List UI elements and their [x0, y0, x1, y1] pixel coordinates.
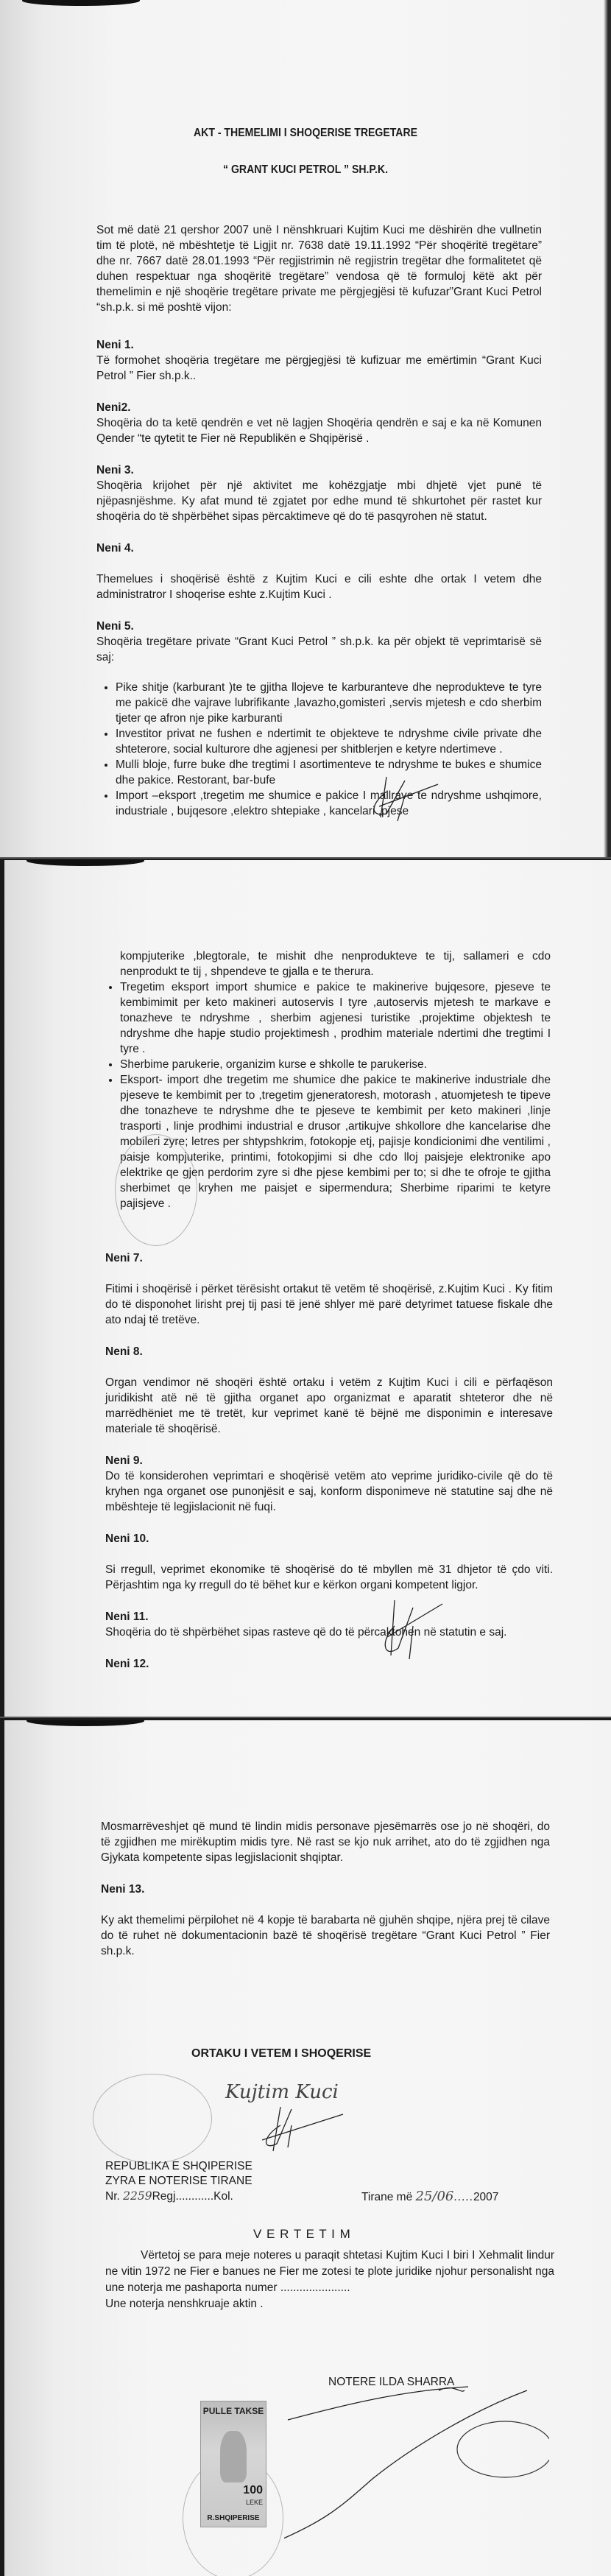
- page-2: [4, 860, 611, 1717]
- notary-body: [105, 2248, 554, 2312]
- tax-stamp-value: 100: [243, 2484, 263, 2496]
- article-heading: Neni 1.: [96, 339, 134, 351]
- tax-stamp-country: R.SHQIPERISE: [207, 2514, 260, 2522]
- page-separator: [0, 857, 611, 859]
- disputes-paragraph: Mosmarrëveshjet që mund të lindin midis personave pjesëmarrës ose jo në shoqëri, do të zgjidhen me mirëkuptim midis tyre. Në rast se kjo nuk arrihet, ato do të zgjidhen nga Gjykata kompetente sipas legjislacionit shqiptar.: [101, 1820, 550, 1864]
- notary-register: [105, 2189, 252, 2204]
- activity-item: • Import –eksport ,tregetim me shumice e pakice I mallrave te ndryshme ushqimore, industriale , bujqesore ,elektro shtepiake , kancelari ,pjese: [116, 788, 542, 819]
- activity-item: • Sherbime parukerie, organizim kurse e shkolle te parukerise.: [120, 1057, 551, 1072]
- notary-line-1: REPUBLIKA E SHQIPERISE: [105, 2160, 252, 2172]
- article-heading: Neni 5.: [96, 620, 134, 633]
- article-text: Shoqëria do ta ketë qendrën e vet në lagjen Shoqëria qendrën e saj e ka në Komunen Qender “te qytetit te Fier në Republikën e Shqipërisë .: [96, 417, 542, 445]
- article-heading: Neni 7.: [105, 1252, 143, 1264]
- handwritten-date: 25/06: [415, 2189, 454, 2204]
- activities-list: [96, 680, 542, 819]
- notary-signature-icon: [284, 2383, 549, 2545]
- initials-signature-icon: [364, 773, 445, 825]
- article-heading: Neni 8.: [105, 1345, 143, 1358]
- page-1: [0, 0, 611, 857]
- article-heading: Neni 10.: [105, 1532, 149, 1545]
- vertetim-heading: V E R T E T I M: [253, 2227, 351, 2241]
- paper-curl-shadow: [27, 1720, 144, 1726]
- notary-text: Vërtetoj se para meje noteres u paraqit shtetasi Kujtim Kuci I biri I Xehmalit lindur ne vitin 1972 ne Fier e banues ne Fier me zotesi te plote juridike njohur personalisht nga une noterja me pashaporta numer ......................: [105, 2249, 554, 2294]
- notary-signer: NOTERE ILDA SHARRA: [328, 2376, 455, 2388]
- article-heading: Neni 12.: [105, 1658, 149, 1670]
- article-8: [105, 1344, 553, 1437]
- article-12: [105, 1656, 553, 1672]
- tax-stamp: [200, 2401, 266, 2527]
- document-title: AKT - THEMELIMI I SHOQERISE TREGETARE: [193, 127, 418, 139]
- initials-signature-icon: [380, 1597, 446, 1663]
- page-2-articles: [105, 1250, 553, 1688]
- article-heading: Neni 3.: [96, 464, 134, 476]
- article-4: [96, 541, 542, 602]
- tax-stamp-currency: LEKE: [245, 2499, 263, 2506]
- paper-curl-shadow: [22, 0, 140, 6]
- handwritten-signature: Kujtim Kuci: [225, 2081, 339, 2103]
- article-5: [96, 619, 542, 665]
- article-heading: Neni 9.: [105, 1454, 143, 1467]
- activity-item: • Pike shitje (karburant )te te gjitha llojeve te karburanteve dhe neprodukteve te tyre me pakicë dhe vajrave lubrifikante ,lavazho,gomisteri ,servis mjetesh e cdo sherbim tjeter qe afron nje pike karburanti: [116, 680, 542, 726]
- page-separator: [0, 1717, 611, 1718]
- activity-continued: kompjuterike ,blegtorale, te mishit dhe nenprodukteve te tij, sallameri e cdo nenprodukt te tij , shpendeve te gjalla e te therura.: [120, 950, 551, 978]
- article-text: Themelues i shoqërisë është z Kujtim Kuci e cili eshte dhe ortak I vetem dhe administratror I shoqerise eshte z.Kujtim Kuci .: [96, 573, 542, 601]
- paper-curl-shadow: [27, 860, 144, 866]
- article-heading: Neni 11.: [105, 1611, 149, 1623]
- article-7: [105, 1250, 553, 1328]
- article-1: [96, 337, 542, 384]
- article-text: Do të konsiderohen veprimtari e shoqërisë vetëm ato veprime juridiko-civile që do të kryhen nga organet ose punonjësit e saj, konform disponimeve në statutine saj dhe në mbështeje të legjislacionit në fuqi.: [105, 1470, 553, 1513]
- article-10: [105, 1531, 553, 1593]
- year: 2007: [473, 2191, 499, 2203]
- nr-label: Nr.: [105, 2190, 120, 2203]
- activity-item: • Tregetim eksport import shumice e pakice te makinerive bujqesore, pjeseve te kembimimit per keto makineri autoservis I tyre ,autoservis mjetesh te markave e tonazheve te ndryshme , sherbim agjenesi turistike ,projektime objektesh te ndryshme dhe hapje studio projektimesh , prodhim materiale ndertimi dhe tregtimi I tyre .: [120, 979, 551, 1057]
- initials-signature-icon: [258, 2103, 347, 2155]
- article-text: Shoqëria do të shpërbëhet sipas rasteve që do të përcaktohen në statutin e saj.: [105, 1626, 507, 1639]
- article-9: [105, 1453, 553, 1515]
- activity-item: • Investitor privat ne fushen e ndertimit te objekteve te ndryshme civile private dhe shteterore, social kulturore dhe agjenesi per shitblerjen e ketyre ndertimeve .: [116, 726, 542, 757]
- place-date-label: Tirane më: [361, 2191, 413, 2203]
- activity-item: • Eksport- import dhe tregetim me shumice dhe pakice te makinerive industriale dhe pjeseve te kembimit per to ,tregetim gjeneratoresh, motorash , atuomjetesh te tipeve dhe tonazheve te ndryshme dhe te pjeseve te kembimit per keto makineri ,linje trasporti , linje prodhimi industrial e drusor ,artikujve shkollore dhe kancelarise dhe mobileri zyre; letres per shtypshkrim, fotokopje etj, pajisje kondicionimi dhe ventilimi , paisje kompjuterike, printimi, fotokopjimi si dhe cdo lloj paisjeje elektronike apo elektrike qe gjen perdorim zyre si dhe pjese kembimi per to; si dhe te ofroje te gjitha sherbimet qe kryhen me paisjet e sipermendura; Sherbime riparimi te ketyre pajisjeve .: [120, 1072, 551, 1211]
- article-text: Si rregull, veprimet ekonomike të shoqërisë do të mbyllen më 31 dhjetor të çdo viti. Përjashtim nga ky rregull do të bëhet kur e kërkon organi kompetent ligjor.: [105, 1563, 553, 1591]
- place-date: Tirane më 25/06.....2007: [361, 2189, 499, 2204]
- notary-seal-icon: [115, 1134, 197, 1246]
- notary-line-2: ZYRA E NOTERISE TIRANE: [105, 2175, 252, 2187]
- activity-item: • Mulli bloje, furre buke dhe tregtimi I asortimenteve te ndryshme te bukes e shumice dhe pakice. Restorant, bar-bufe: [116, 757, 542, 788]
- article-heading: Neni 4.: [96, 542, 134, 555]
- article-2: [96, 400, 542, 446]
- article-text: Shoqëria tregëtare private “Grant Kuci Petrol ” sh.p.k. ka për objekt të veprimtarisë së saj:: [96, 636, 542, 664]
- tax-stamp-label: PULLE TAKSE: [202, 2406, 264, 2416]
- article-text: Organ vendimor në shoqëri është ortaku i vetëm z Kujtim Kuci i cili e përfaqëson juridikisht atë në të gjitha organet apo organizmat e aparatit shteteror dhe në marrëdhëniet me të tretët, kur veprimet kanë të bëjnë me disponimin e interesave materiale të shoqërisë.: [105, 1376, 553, 1435]
- notary-closing: Une noterja nenshkruaje aktin .: [105, 2298, 264, 2310]
- page-3: [4, 1720, 611, 2576]
- nr-value: 2259: [123, 2189, 152, 2203]
- article-11: [105, 1609, 553, 1640]
- page-1-body: [96, 222, 542, 819]
- article-text: Të formohet shoqëria tregëtare me përgjegjësi të kufizuar me emërtimin “Grant Kuci Petrol ” Fier sh.p.k..: [96, 354, 542, 382]
- article-text: Shoqëria krijohet për një aktivitet me kohëzgjatje mbi dhjetë vjet punë të njëpasnjëshme. Ky afat mund të zgjatet por edhe mund të shkurtohet për rastet kur shoqëria do të shpërbëhet sipas përcaktimeve që do të pasqyrohen në statut.: [96, 479, 542, 523]
- intro-paragraph: Sot më datë 21 qershor 2007 unë I nënshkruari Kujtim Kuci me dëshirën dhe vullnetin tim të plotë, në mbështetje të Ligjit nr. 7638 datë 19.11.1992 “Për shoqëritë tregëtare” dhe nr. 7667 datë 28.01.1993 “Për regjistrimin në regjistrin tregëtar dhe formalitetet që duhen respektuar nga shoqëritë tregëtare” vendosa që të formuloj këtë akt për themelimin e një shoqërie tregëtare private me përgjegjësi të kufuzar”Grant Kuci Petrol “sh.p.k. si më poshtë vijon:: [96, 224, 542, 314]
- notary-header: [105, 2159, 252, 2204]
- signatory-title: ORTAKU I VETEM I SHOQERISE: [191, 2047, 372, 2060]
- document-subtitle: “ GRANT KUCI PETROL ” SH.P.K.: [222, 163, 388, 176]
- page-3-body: [101, 1819, 550, 1975]
- article-text: Fitimi i shoqërisë i përket tërësisht ortakut të vetëm të shoqërisë, z.Kujtim Kuci . Ky fitim do të disponohet lirisht prej tij pasi të jenë shlyer më parë detyrimet tatuese fiskale dhe ato ndaj të tretëve.: [105, 1283, 553, 1326]
- regj-label: Regj............Kol.: [152, 2190, 233, 2203]
- article-heading: Neni2.: [96, 401, 131, 414]
- article-text: Ky akt themelimi përpilohet në 4 kopje të barabarta në gjuhën shqipe, njëra prej të cilave do të ruhet në dokumentacionin bazë të shoqërisë tregëtare “Grant Kuci Petrol ” Fier sh.p.k.: [101, 1914, 550, 1957]
- notary-seal-icon: [93, 2074, 212, 2164]
- portrait-icon: [220, 2431, 247, 2482]
- article-13: [101, 1882, 550, 1959]
- article-heading: Neni 13.: [101, 1883, 145, 1896]
- article-3: [96, 462, 542, 524]
